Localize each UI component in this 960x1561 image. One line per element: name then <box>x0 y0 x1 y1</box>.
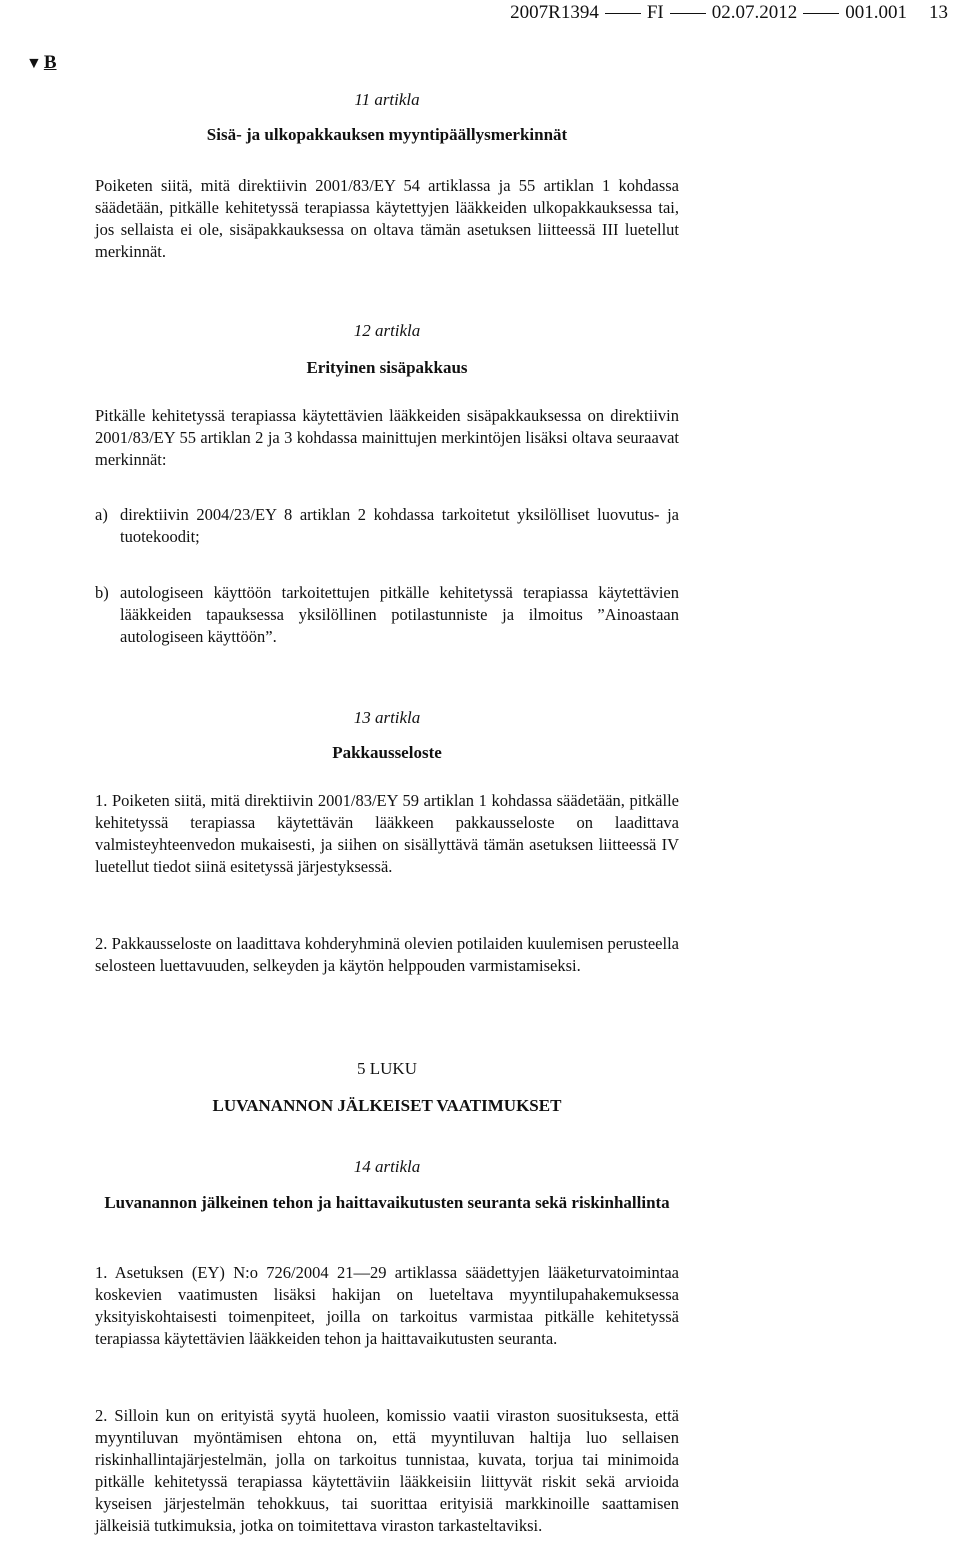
header-rule <box>803 13 839 14</box>
header-rule <box>605 13 641 14</box>
header-line <box>510 0 948 26</box>
list-item-label: b) <box>95 583 109 602</box>
triangle-down-icon: ▼ <box>26 55 42 72</box>
page-header <box>0 0 960 30</box>
article-13-paragraph-2: 2. Pakkausseloste on laadittava kohderyhminä olevien potilaiden kuulemisen perusteella selosteen luettavuuden, selkeyden ja käytön helppouden varmistamiseksi. <box>95 934 679 975</box>
list-item <box>95 582 679 648</box>
article-14-paragraph-1: 1. Asetuksen (EY) N:o 726/2004 21—29 artiklassa säädettyjen lääketurvatoimintaa koskevien vaatimusten lisäksi hakijan on lueteltava myyntilupahakemuksessa yksityiskohtaisesti toimenpiteet, joilla on tarkoitus varmistaa pitkälle kehitetyssä terapiassa käytettävien lääkkeiden tehon ja haittavaikutusten seuranta. <box>95 1263 679 1348</box>
article-11-text: Poiketen siitä, mitä direktiivin 2001/83/EY 54 artiklassa ja 55 artiklan 1 kohdassa säädetään, pitkälle kehitetyssä terapiassa käytettyjen lääkkeiden ulkopakkauksessa tai, jos sellaista ei ole, sisäpakkauksessa on oltava tämän asetuksen liitteessä III luetellut merkinnät. <box>95 176 679 261</box>
article-11-title: Sisä- ja ulkopakkauksen myyntipäällysmerkinnät <box>206 125 568 144</box>
article-13-paragraph-1: 1. Poiketen siitä, mitä direktiivin 2001/83/EY 59 artiklan 1 kohdassa säädetään, pitkälle kehitetyssä terapiassa käytettävän lääkkeen pakkausseloste on laadittava valmisteyhteenvedon mukaisesti, ja siihen on sisällyttävä tämän asetuksen liitteessä IV luetellut tiedot siinä esitetyssä järjestyksessä. <box>95 791 679 876</box>
header-lang: FI <box>646 2 664 23</box>
list-item-text: autologiseen käyttöön tarkoitettujen pitkälle kehitetyssä terapiassa käytettävien lääkkeiden tapauksessa yksilöllinen potilastunniste ja ilmoitus ”Ainoastaan autologiseen käyttöön”. <box>120 583 679 646</box>
article-11-number: 11 artikla <box>354 90 420 109</box>
article-14-title: Luvanannon jälkeinen tehon ja haittavaikutusten seuranta sekä riskinhallinta <box>104 1193 670 1212</box>
article-14-paragraph-2: 2. Silloin kun on erityistä syytä huoleen, komissio vaatii viraston suosituksesta, että myyntiluvan myöntämisen ehtona on, että myyntiluvan haltija luo sellaisen riskinhallintajärjestelmän, jolla on tarkoitus tunnistaa, kuvata, torjua tai minimoida pitkälle kehitetyssä terapiassa käytettäviin lääkkeisiin liittyvät riskit sekä arvioida kyseisen järjestelmän tehokkuus, tai suorittaa erityisiä markkinoille saattamisen jälkeisiä tutkimuksia, jotka on toimitettava viraston tarkasteltaviksi. <box>95 1406 679 1535</box>
article-12-number: 12 artikla <box>353 321 421 340</box>
header-version: 001.001 <box>845 2 907 23</box>
article-12-title: Erityinen sisäpakkaus <box>306 358 468 377</box>
chapter-title: LUVANANNON JÄLKEISET VAATIMUKSET <box>212 1096 562 1115</box>
article-12-intro: Pitkälle kehitetyssä terapiassa käytettävien lääkkeiden sisäpakkauksessa on direktiivin 2001/83/EY 55 artiklan 2 ja 3 kohdassa mainittujen merkintöjen lisäksi oltava seuraavat merkinnät: <box>95 406 679 469</box>
article-13-title: Pakkausseloste <box>332 743 442 762</box>
header-doc-id: 2007R1394 <box>510 2 599 23</box>
list-item <box>95 504 679 548</box>
header-page-number: 13 <box>929 2 948 23</box>
list-item-text: direktiivin 2004/23/EY 8 artiklan 2 kohdassa tarkoitetut yksilölliset luovutus- ja tuotekoodit; <box>120 505 679 546</box>
header-date: 02.07.2012 <box>711 2 798 23</box>
amendment-marker <box>26 52 57 74</box>
article-13-number: 13 artikla <box>353 708 421 727</box>
article-14-number: 14 artikla <box>353 1157 421 1176</box>
amendment-marker-label: B <box>43 52 57 73</box>
header-rule <box>670 13 706 14</box>
list-item-label: a) <box>95 505 108 524</box>
chapter-number: 5 LUKU <box>357 1059 417 1078</box>
